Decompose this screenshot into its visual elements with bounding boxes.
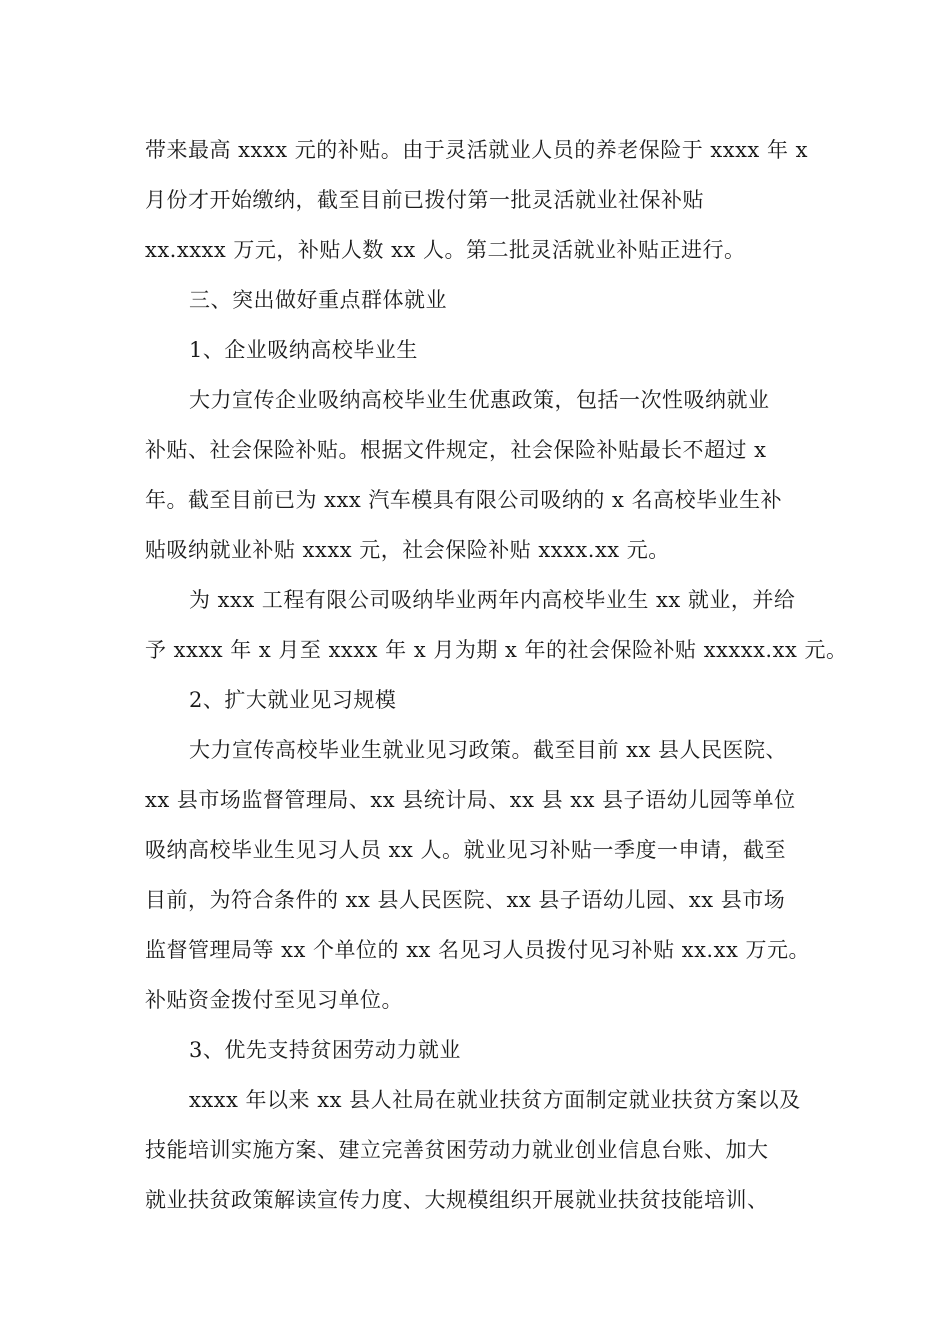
text-line: 就业扶贫政策解读宣传力度、大规模组织开展就业扶贫技能培训、: [145, 1188, 769, 1212]
text-line: 监督管理局等 xx 个单位的 xx 名见习人员拨付见习补贴 xx.xx 万元。: [145, 938, 810, 962]
text-line: 贴吸纳就业补贴 xxxx 元，社会保险补贴 xxxx.xx 元。: [145, 538, 670, 562]
text-line: 予 xxxx 年 x 月至 xxxx 年 x 月为期 x 年的社会保险补贴 xxxxx.xx 元。: [145, 638, 848, 662]
subsection-heading: 3、优先支持贫困劳动力就业: [189, 1038, 461, 1062]
text-line: 吸纳高校毕业生见习人员 xx 人。就业见习补贴一季度一申请，截至: [145, 838, 787, 862]
text-line: 补贴、社会保险补贴。根据文件规定，社会保险补贴最长不超过 x: [145, 438, 767, 462]
subsection-heading: 1、企业吸纳高校毕业生: [189, 338, 418, 362]
text-line: 月份才开始缴纳，截至目前已拨付第一批灵活就业社保补贴: [145, 188, 704, 212]
text-line: 目前，为符合条件的 xx 县人民医院、xx 县子语幼儿园、xx 县市场: [145, 888, 786, 912]
section-heading: 三、突出做好重点群体就业: [189, 288, 447, 312]
text-line: 大力宣传高校毕业生就业见习政策。截至目前 xx 县人民医院、: [189, 738, 788, 762]
text-line: 带来最高 xxxx 元的补贴。由于灵活就业人员的养老保险于 xxxx 年 x: [145, 138, 808, 162]
text-line: xxxx 年以来 xx 县人社局在就业扶贫方面制定就业扶贫方案以及: [189, 1088, 801, 1112]
text-line: 大力宣传企业吸纳高校毕业生优惠政策，包括一次性吸纳就业: [189, 388, 770, 412]
text-line: xx 县市场监督管理局、xx 县统计局、xx 县 xx 县子语幼儿园等单位: [145, 788, 796, 812]
text-line: 为 xxx 工程有限公司吸纳毕业两年内高校毕业生 xx 就业，并给: [189, 588, 796, 612]
text-line: 技能培训实施方案、建立完善贫困劳动力就业创业信息台账、加大: [145, 1138, 769, 1162]
text-line: xx.xxxx 万元，补贴人数 xx 人。第二批灵活就业补贴正进行。: [145, 238, 746, 262]
text-line: 补贴资金拨付至见习单位。: [145, 988, 403, 1012]
subsection-heading: 2、扩大就业见习规模: [189, 688, 397, 712]
text-line: 年。截至目前已为 xxx 汽车模具有限公司吸纳的 x 名高校毕业生补: [145, 488, 783, 512]
